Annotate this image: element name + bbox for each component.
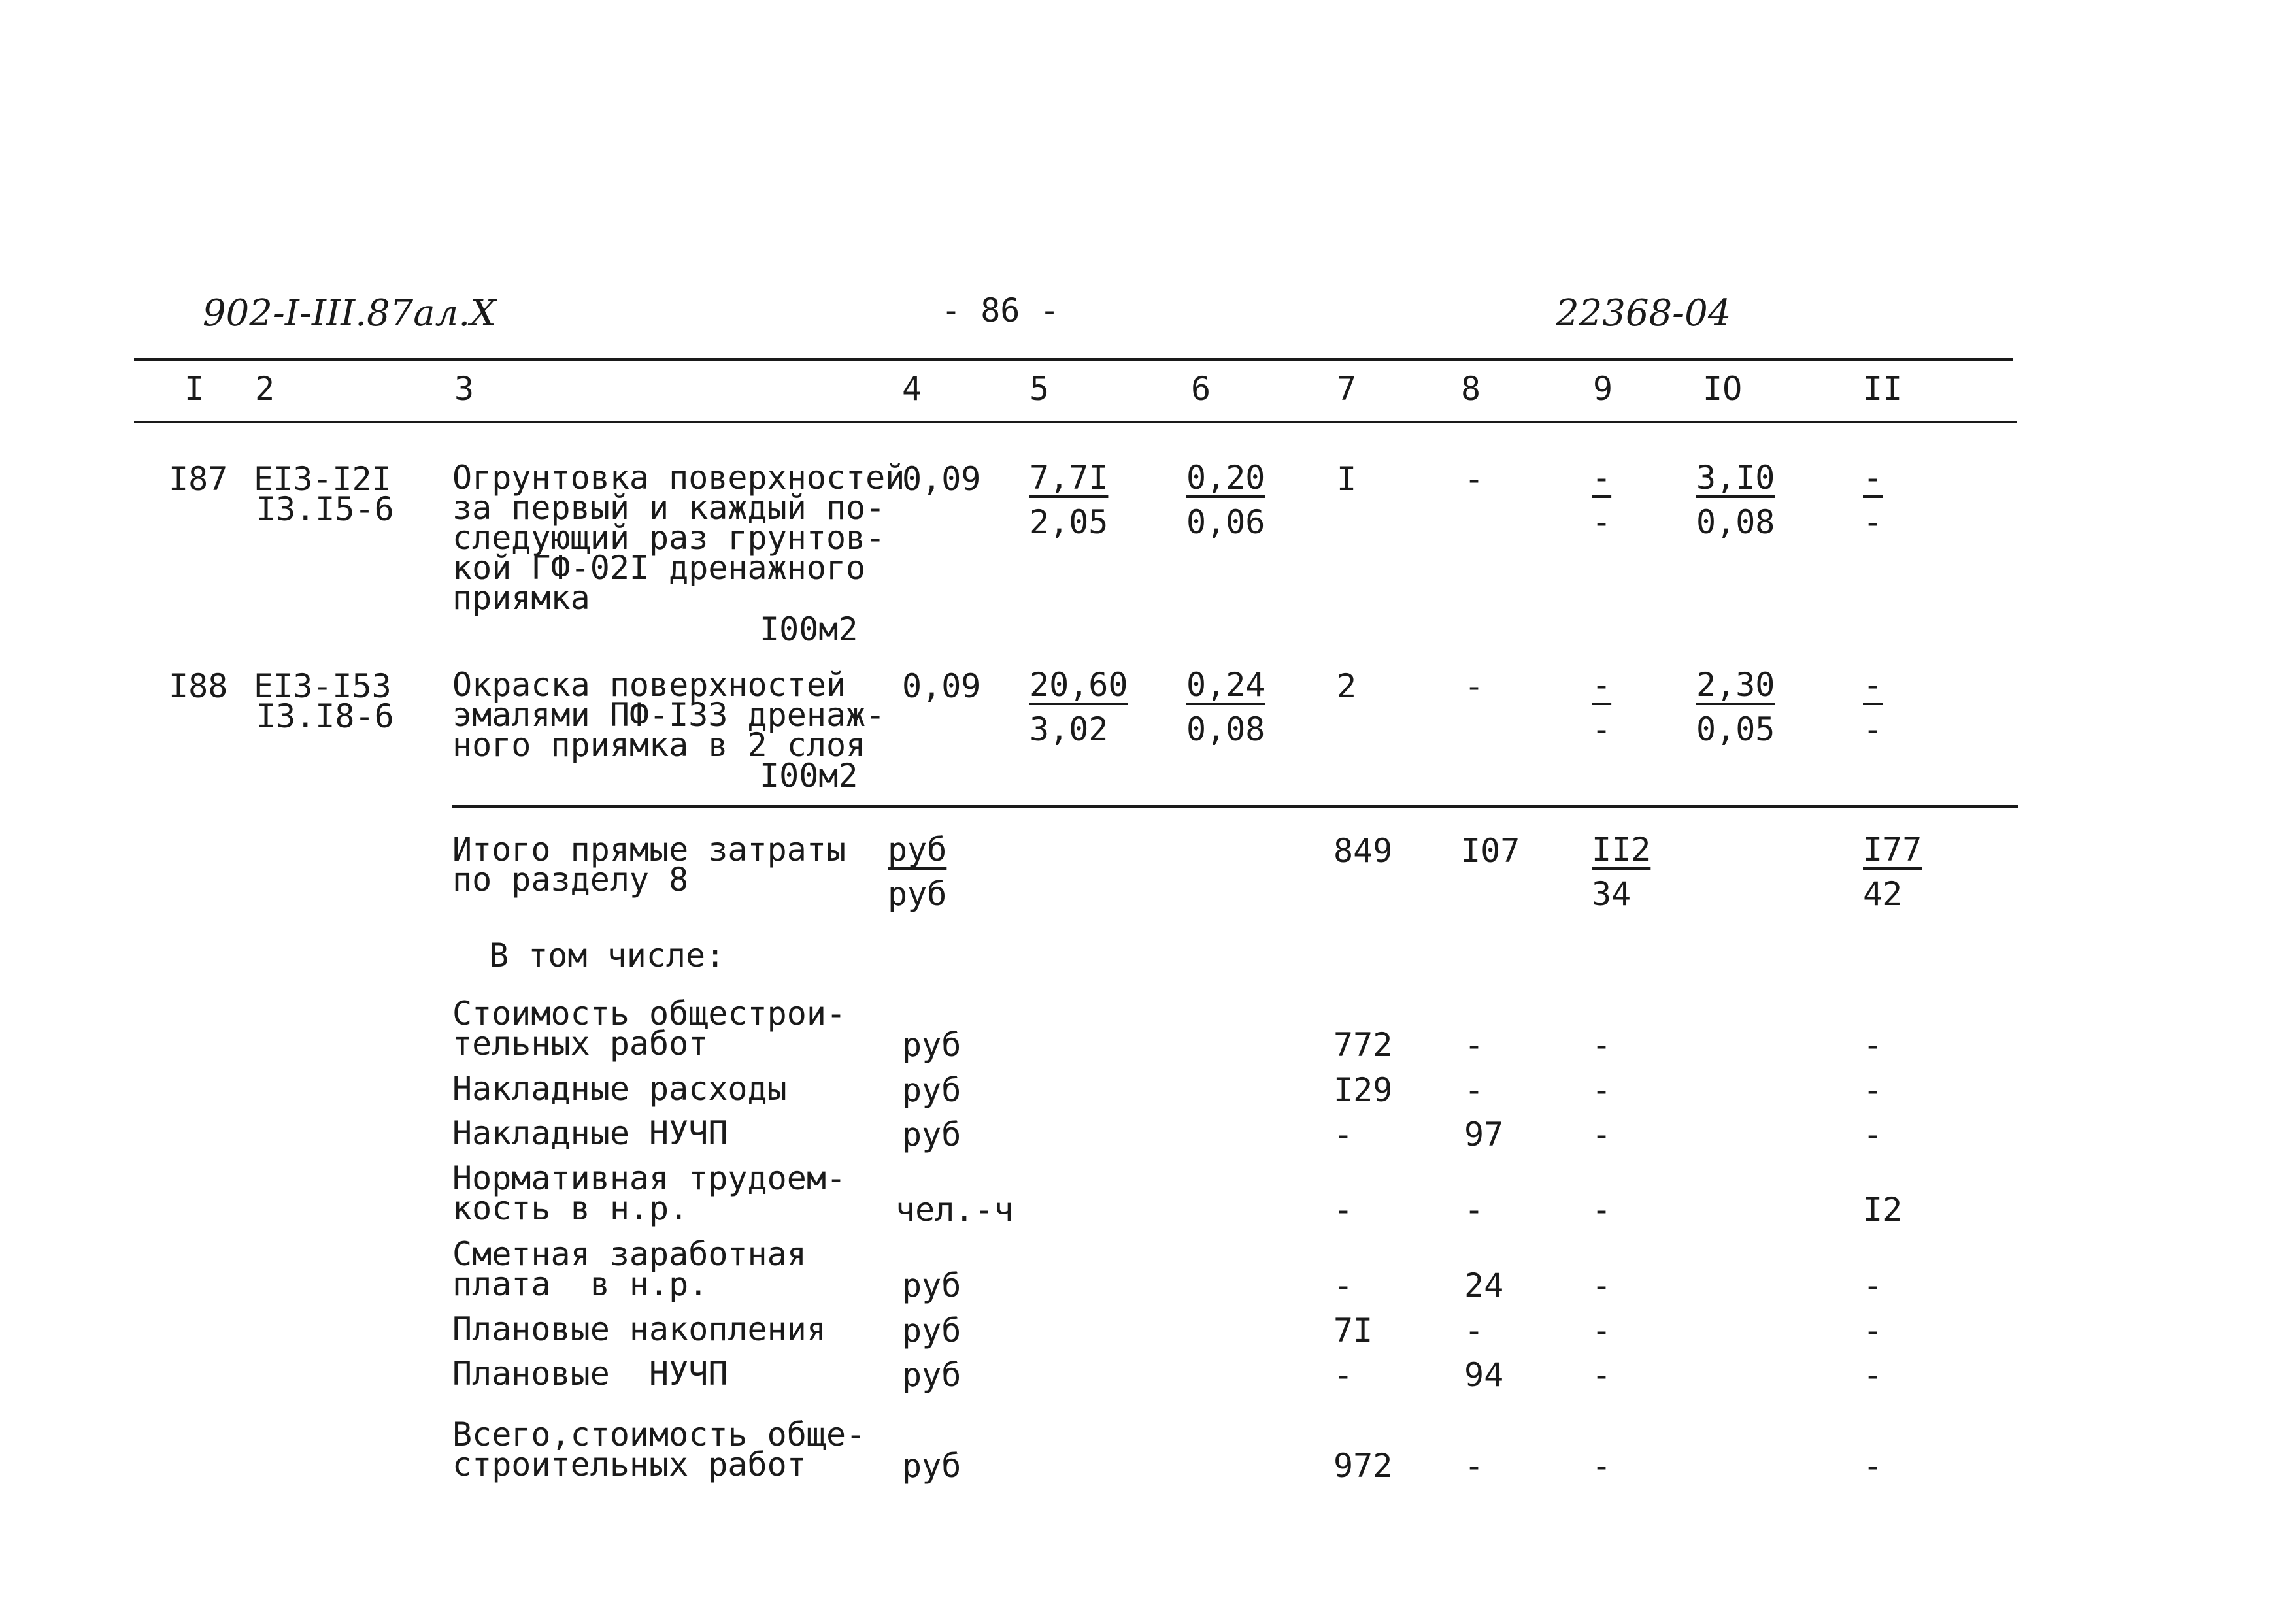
header-rule [134, 421, 2017, 423]
detail-machine: - [1592, 1116, 1612, 1153]
total-cost: I [1337, 460, 1357, 498]
unit-machine-wages: 0,06 [1186, 503, 1265, 541]
machine-cost: - [1592, 666, 1612, 704]
labor-total-machinist: - [1863, 503, 1883, 541]
totals-labor-machinist: 42 [1863, 875, 1903, 913]
col-header-10: IO [1703, 370, 1743, 408]
measure-unit: I00м2 [760, 610, 858, 648]
detail-unit: руб [902, 1071, 962, 1109]
detail-unit: руб [902, 1447, 962, 1485]
detail-label: Стоимость общестрои- тельных работ [452, 995, 846, 1063]
detail-cost: - [1333, 1267, 1354, 1304]
work-description: Огрунтовка поверхностей за первый и каждый по- следующий раз грунтов- кой ГФ-02I дренажного приямка [452, 459, 905, 617]
detail-cost: 972 [1333, 1447, 1393, 1485]
row-number: I88 [169, 667, 228, 705]
totals-machine-wages: 34 [1592, 875, 1632, 913]
detail-wages: 94 [1464, 1356, 1504, 1394]
detail-machine: - [1592, 1312, 1612, 1350]
detail-labor: - [1863, 1356, 1883, 1394]
unit-machine-cost: 0,20 [1186, 459, 1265, 497]
unit-cost-total: 20,60 [1029, 666, 1128, 704]
unit-cost-wages: 2,05 [1029, 503, 1109, 541]
detail-machine: - [1592, 1191, 1612, 1229]
totals-label: Итого прямые затраты по разделу 8 [452, 831, 846, 899]
labor-total: - [1863, 459, 1883, 497]
labor-unit-machinist: 0,05 [1696, 710, 1775, 748]
norm-code: EI3-I2I [254, 460, 392, 498]
detail-label: Накладные расходы [452, 1070, 787, 1108]
detail-label: Плановые НУЧП [452, 1355, 728, 1393]
labor-total: - [1863, 666, 1883, 704]
detail-wages: 97 [1464, 1116, 1504, 1153]
col-header-11: II [1863, 370, 1903, 408]
price-code: I3.I5-6 [256, 490, 394, 528]
detail-unit: руб [902, 1116, 962, 1153]
totals-unit: руб [888, 831, 947, 869]
detail-label: Плановые накопления [452, 1310, 826, 1348]
detail-labor: - [1863, 1267, 1883, 1304]
totals-rule [452, 805, 2018, 808]
machine-wages: - [1592, 503, 1612, 541]
detail-cost: I29 [1333, 1071, 1393, 1109]
detail-cost: 7I [1333, 1312, 1373, 1350]
machine-cost: - [1592, 459, 1612, 497]
labor-unit-machinist: 0,08 [1696, 503, 1775, 541]
norm-code: EI3-I53 [254, 667, 392, 705]
work-description: Окраска поверхностей эмалями ПФ-I33 дренаж- ного приямка в 2 слоя [452, 666, 886, 764]
detail-machine: - [1592, 1267, 1612, 1304]
detail-wages: - [1464, 1312, 1484, 1350]
subheading: В том числе: [489, 936, 726, 974]
detail-label: Нормативная трудоем- кость в н.р. [452, 1159, 846, 1227]
sheet-code: 22368-04 [1556, 292, 1732, 335]
col-header-1: I [184, 370, 205, 408]
detail-unit: чел.-ч [895, 1191, 1014, 1229]
detail-labor: I2 [1863, 1191, 1903, 1229]
detail-machine: - [1592, 1356, 1612, 1394]
totals-unit-secondary: руб [888, 875, 947, 913]
detail-label: Сметная заработная плата в н.р. [452, 1235, 807, 1303]
detail-wages: - [1464, 1071, 1484, 1109]
detail-labor: - [1863, 1116, 1883, 1153]
measure-unit: I00м2 [760, 757, 858, 795]
col-header-9: 9 [1593, 370, 1613, 408]
col-header-2: 2 [255, 370, 275, 408]
detail-labor: - [1863, 1026, 1883, 1064]
detail-labor: - [1863, 1071, 1883, 1109]
document-code: 902-I-III.87ал.X [203, 292, 496, 335]
unit-cost-total: 7,7I [1029, 459, 1109, 497]
detail-unit: руб [902, 1267, 962, 1304]
detail-wages: - [1464, 1191, 1484, 1229]
col-header-6: 6 [1191, 370, 1211, 408]
detail-machine: - [1592, 1447, 1612, 1485]
detail-wages: - [1464, 1447, 1484, 1485]
total-wages: - [1464, 460, 1484, 498]
unit-machine-wages: 0,08 [1186, 710, 1265, 748]
detail-cost: - [1333, 1191, 1354, 1229]
unit-machine-cost: 0,24 [1186, 666, 1265, 704]
detail-label: Накладные НУЧП [452, 1114, 728, 1152]
detail-unit: руб [902, 1356, 962, 1394]
detail-wages: - [1464, 1026, 1484, 1064]
total-wages: - [1464, 667, 1484, 705]
detail-labor: - [1863, 1447, 1883, 1485]
detail-machine: - [1592, 1071, 1612, 1109]
col-header-4: 4 [902, 370, 922, 408]
detail-machine: - [1592, 1026, 1612, 1064]
labor-total-machinist: - [1863, 710, 1883, 748]
quantity: 0,09 [902, 460, 981, 498]
totals-machine-cost: II2 [1592, 831, 1651, 869]
price-code: I3.I8-6 [256, 697, 394, 735]
top-rule [134, 358, 2013, 361]
page-number: - 86 - [941, 291, 1060, 329]
row-number: I87 [169, 460, 228, 498]
detail-unit: руб [902, 1026, 962, 1064]
totals-labor: I77 [1863, 831, 1922, 869]
totals-wages: I07 [1461, 832, 1520, 870]
quantity: 0,09 [902, 667, 981, 705]
labor-unit: 3,I0 [1696, 459, 1775, 497]
total-cost: 2 [1337, 667, 1357, 705]
machine-wages: - [1592, 710, 1612, 748]
detail-labor: - [1863, 1312, 1883, 1350]
col-header-3: 3 [454, 370, 475, 408]
detail-cost: - [1333, 1356, 1354, 1394]
col-header-5: 5 [1029, 370, 1050, 408]
detail-cost: - [1333, 1116, 1354, 1153]
detail-cost: 772 [1333, 1026, 1393, 1064]
labor-unit: 2,30 [1696, 666, 1775, 704]
unit-cost-wages: 3,02 [1029, 710, 1109, 748]
detail-label: Всего,стоимость обще- строительных работ [452, 1416, 866, 1483]
detail-wages: 24 [1464, 1267, 1504, 1304]
col-header-8: 8 [1461, 370, 1481, 408]
col-header-7: 7 [1337, 370, 1357, 408]
totals-cost: 849 [1333, 832, 1393, 870]
detail-unit: руб [902, 1312, 962, 1350]
